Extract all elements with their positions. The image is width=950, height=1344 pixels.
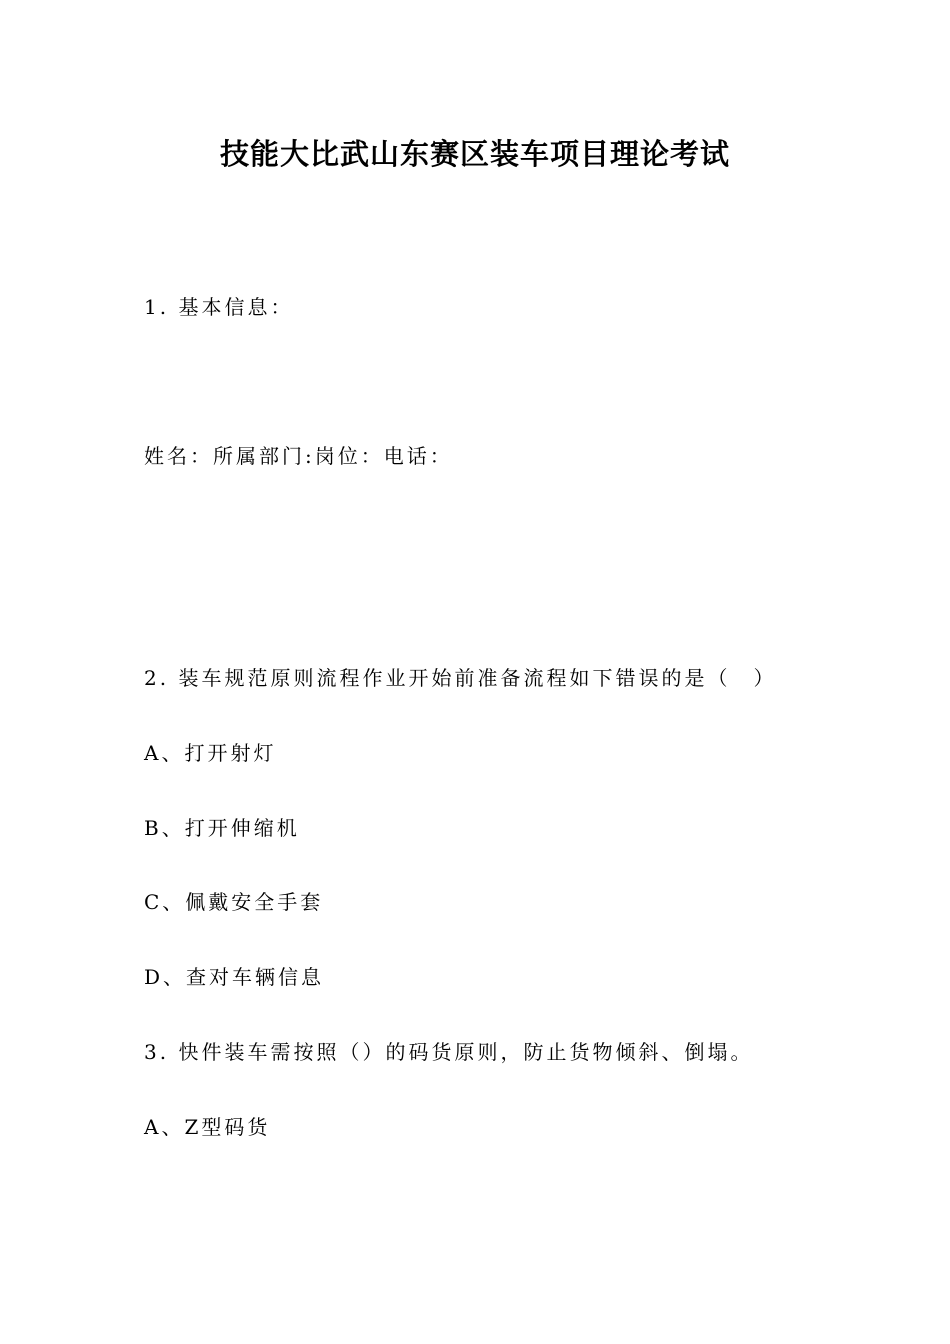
question-3-text: 3. 快件装车需按照（）的码货原则，防止货物倾斜、倒塌。 — [144, 1040, 754, 1064]
question-2-option-b: B、打开伸缩机 — [144, 816, 300, 840]
page-title: 技能大比武山东赛区装车项目理论考试 — [219, 137, 730, 171]
section-heading-basic-info: 1. 基本信息： — [144, 295, 294, 319]
question-2-option-c: C、佩戴安全手套 — [144, 890, 324, 914]
question-2-option-d: D、查对车辆信息 — [144, 965, 325, 989]
question-2-option-a: A、打开射灯 — [144, 741, 277, 765]
question-3-option-a: A、Z型码货 — [144, 1115, 271, 1139]
question-2-text: 2. 装车规范原则流程作业开始前准备流程如下错误的是（ ） — [144, 666, 777, 690]
basic-info-fields: 姓名：所属部门:岗位：电话： — [144, 444, 453, 468]
